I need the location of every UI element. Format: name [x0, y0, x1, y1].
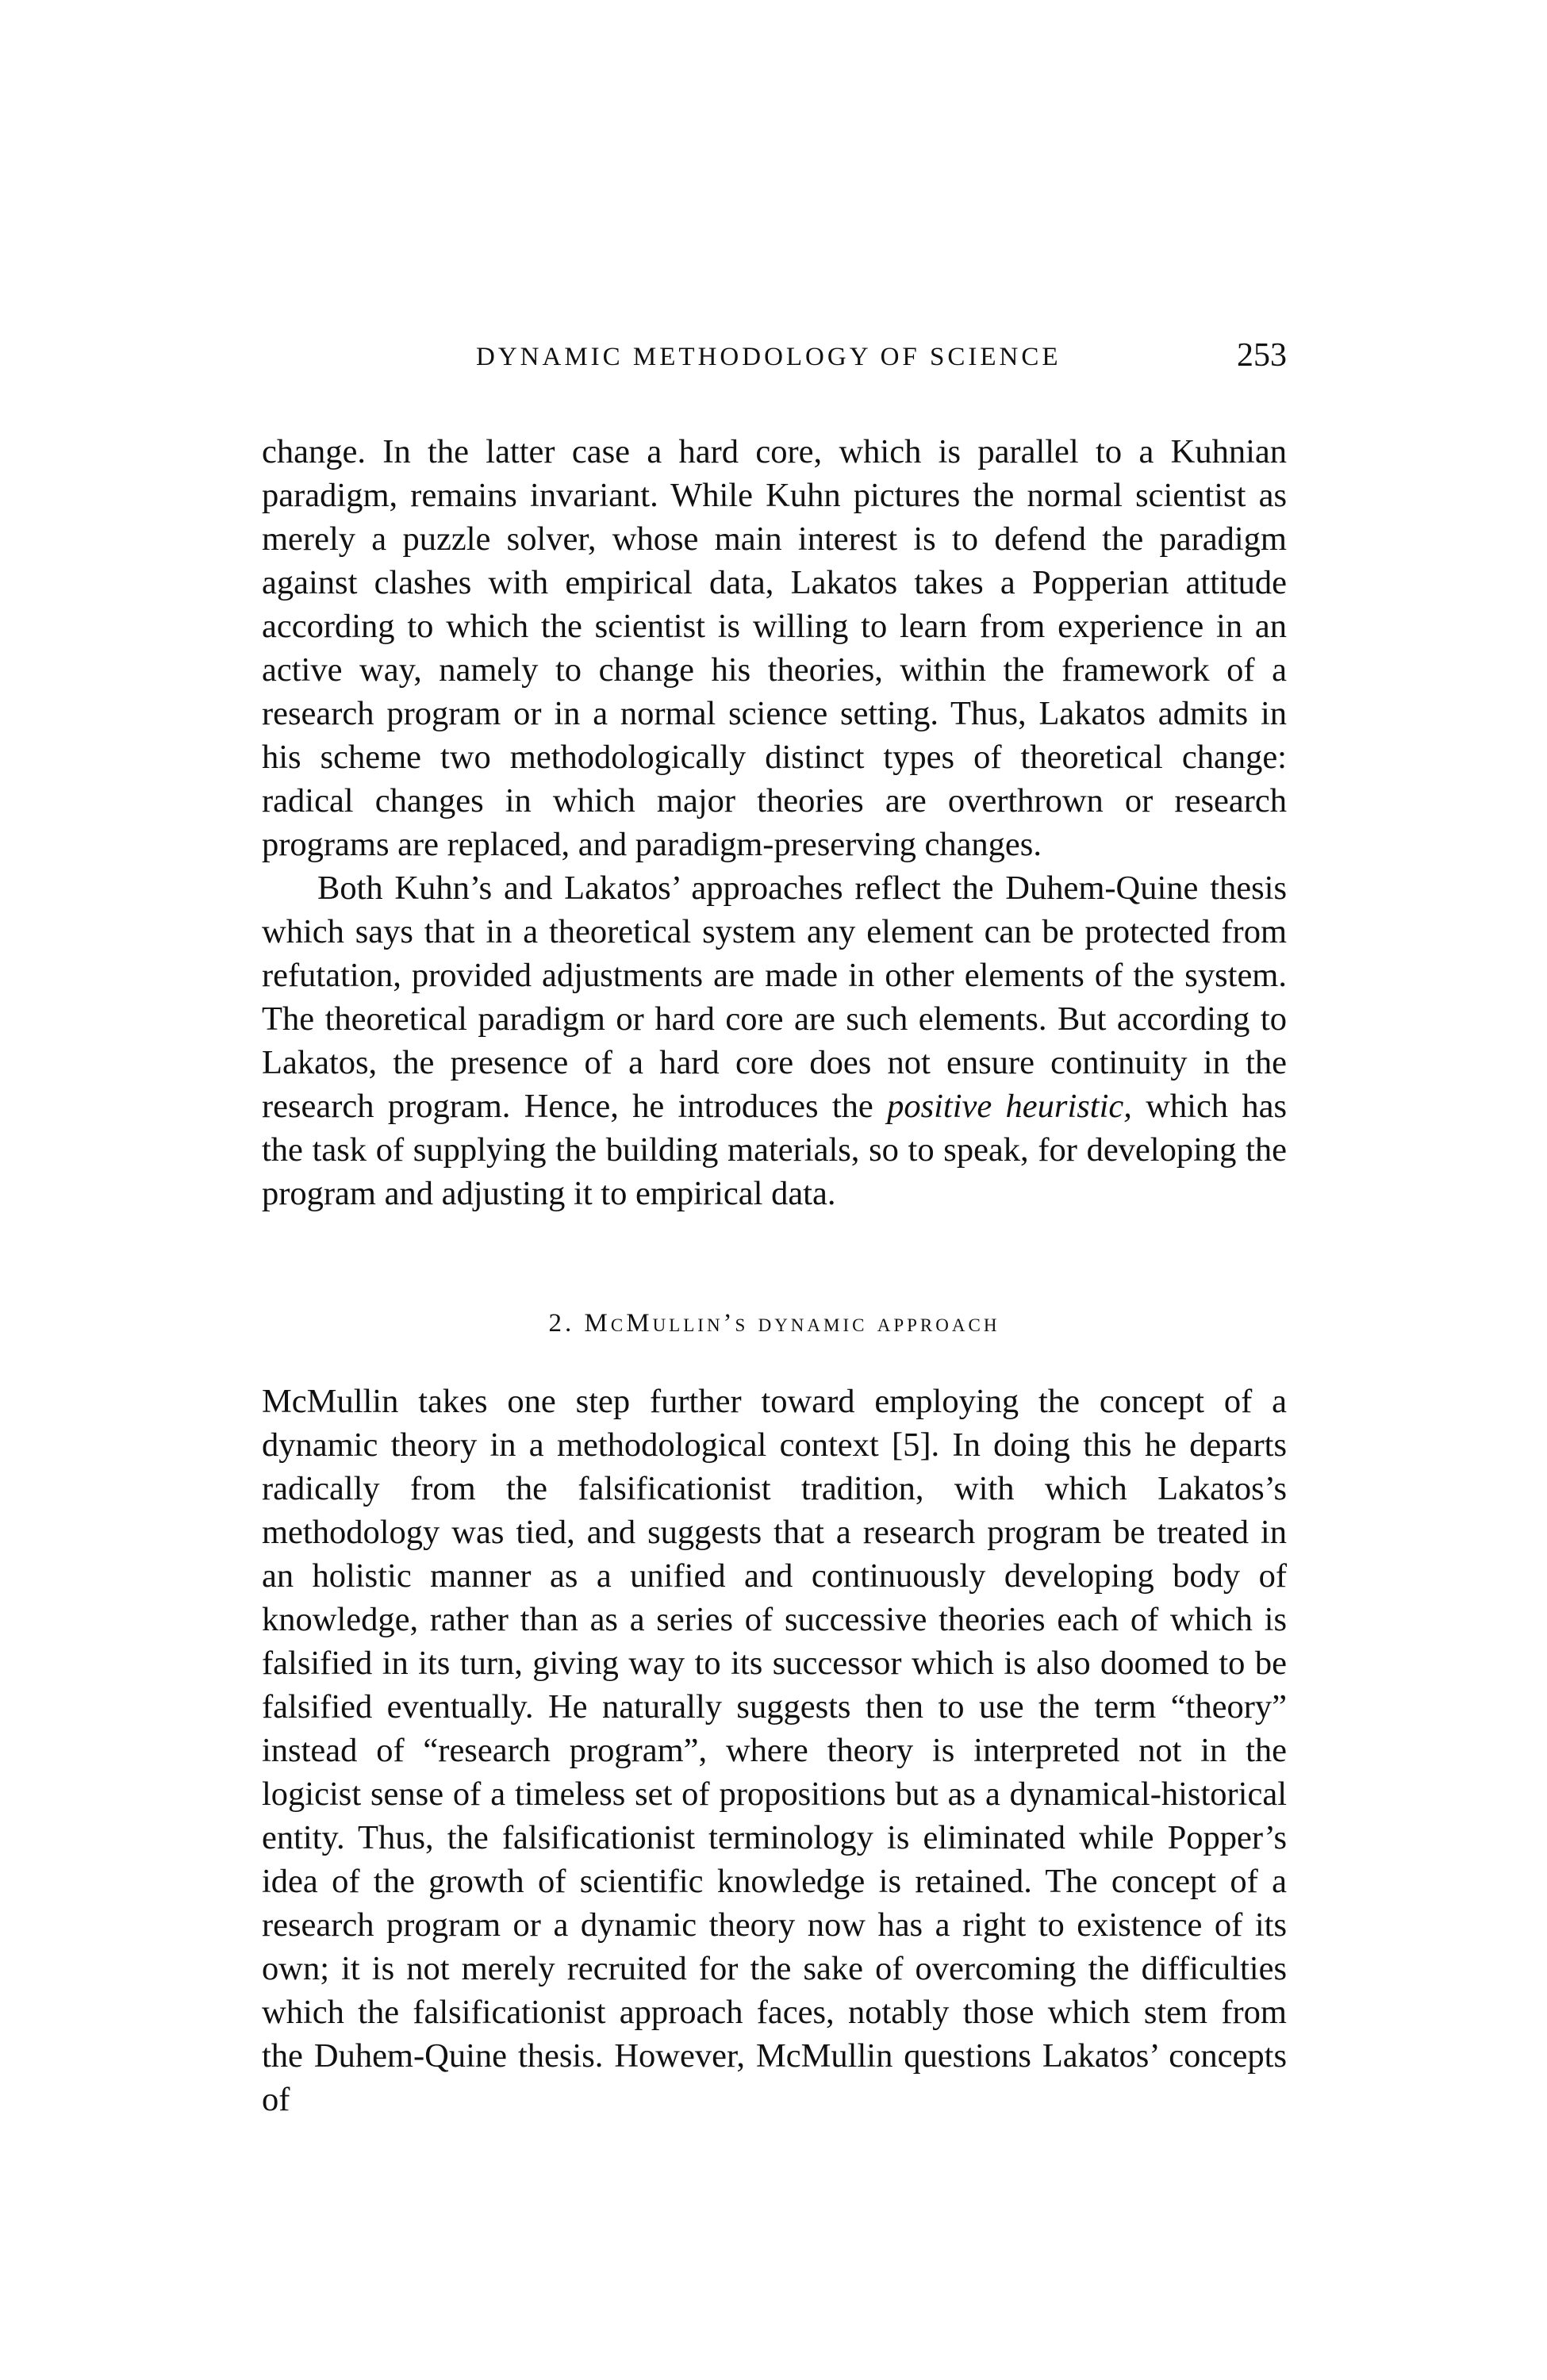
paragraph-2-italic-term: positive heuristic, [887, 1088, 1132, 1125]
paragraph-2-text-a: Both Kuhn’s and Lakatos’ approaches reflect the Duhem-Quine thesis which says that in a theoretical system any element can be protected from refutation, provided adjustments are made in other elements of the system. The theoretical paradigm or hard core are such elements. But according to Lakatos, the presence of a hard core does not ensure continuity in the research program. Hence, he introduces the [262, 869, 1287, 1125]
book-page [262, 333, 1287, 2121]
paragraph-3: McMullin takes one step further toward employing the concept of a dynamic theory in a methodological context [5]. In doing this he departs radically from the falsificationist tradition, with which Lakatos’s methodology was tied, and suggests that a research program be treated in an holistic manner as a unified and continuously developing body of knowledge, rather than as a series of successive theories each of which is falsified in its turn, giving way to its successor which is also doomed to be falsified eventually. He naturally suggests then to use the term “theory” instead of “research program”, where theory is interpreted not in the logicist sense of a timeless set of propositions but as a dynamical-historical entity. Thus, the falsificationist terminology is eliminated while Popper’s idea of the growth of scientific knowledge is retained. The concept of a research program or a dynamic theory now has a right to existence of its own; it is not merely recruited for the sake of overcoming the difficulties which the falsificationist approach faces, notably those which stem from the Duhem-Quine thesis. However, McMullin questions Lakatos’ concepts of [262, 1383, 1287, 2118]
running-head [262, 333, 1287, 381]
paragraph-2 [262, 866, 1287, 1215]
section-number: 2. [548, 1309, 575, 1338]
section-title: McMullin’s dynamic approach [584, 1309, 1000, 1338]
running-title: DYNAMIC METHODOLOGY OF SCIENCE [476, 343, 1061, 371]
paragraph-2-text-b: which has the task of supplying the building materials, so to speak, for developing the program and adjusting it to empirical data. [262, 1088, 1287, 1212]
page-number: 253 [1237, 337, 1287, 374]
section-heading [262, 1309, 1287, 1338]
paragraph-1: change. In the latter case a hard core, which is parallel to a Kuhnian paradigm, remains invariant. While Kuhn pictures the normal scientist as merely a puzzle solver, whose main interest is to defend the paradigm against clashes with empirical data, Lakatos takes a Popperian attitude according to which the scientist is willing to learn from experience in an active way, namely to change his theories, within the framework of a research program or in a normal science setting. Thus, Lakatos admits in his scheme two methodologically distinct types of theoretical change: radical changes in which major theories are overthrown or research programs are replaced, and paradigm-preserving changes. [262, 433, 1287, 863]
